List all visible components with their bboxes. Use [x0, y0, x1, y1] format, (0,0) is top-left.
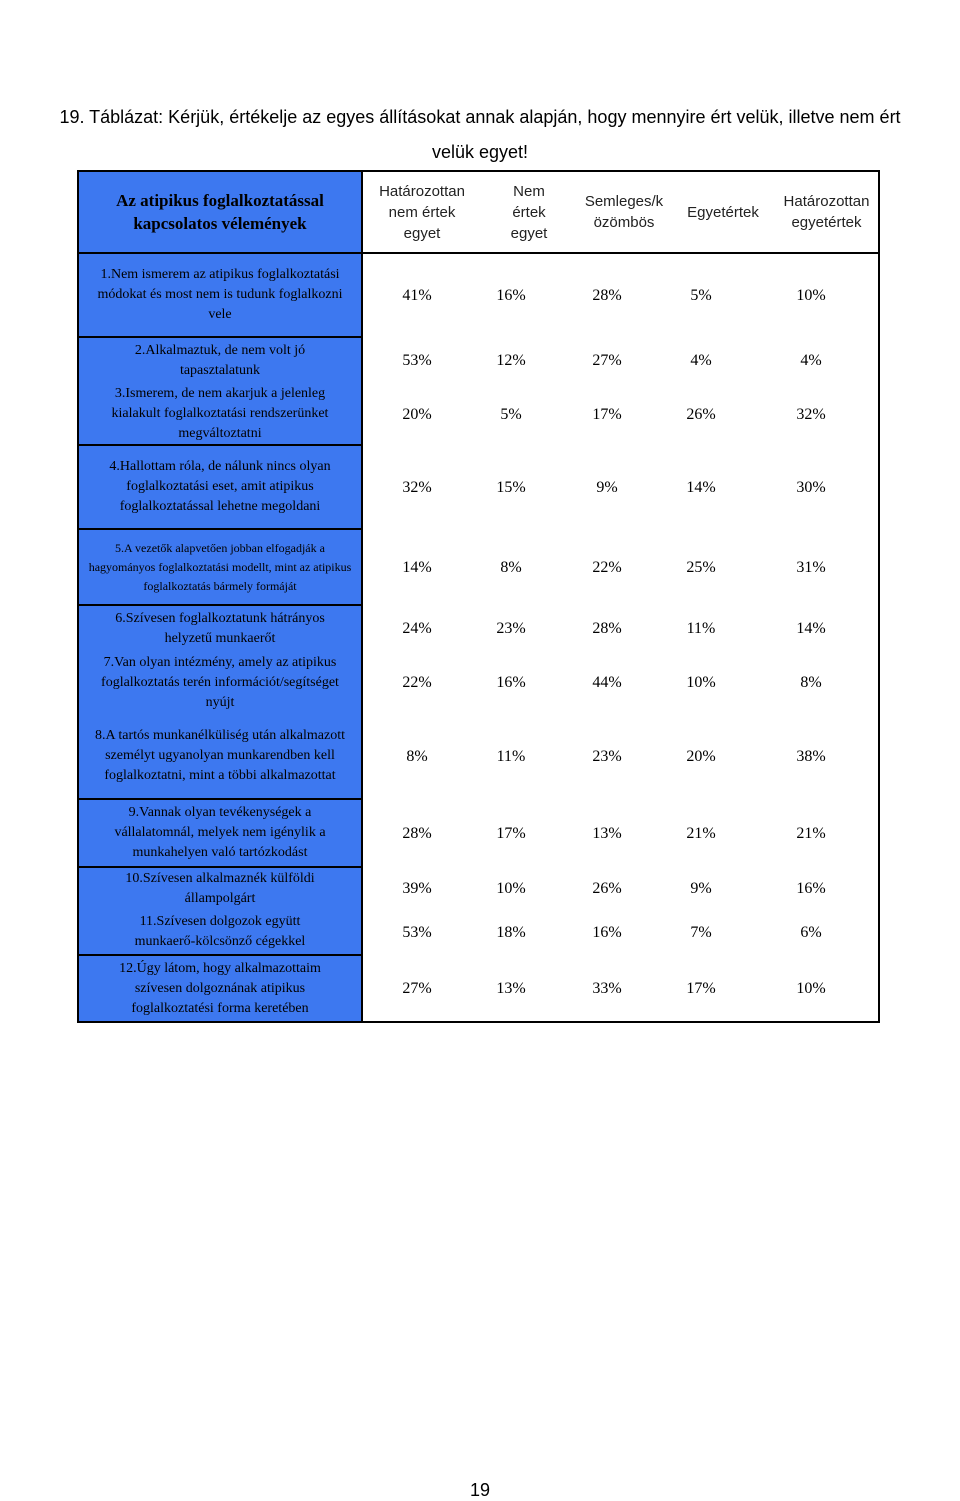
percentage-cell: 26%	[592, 880, 622, 897]
caption-line-2: velük egyet!	[431, 142, 529, 162]
percentage-cell: 28%	[592, 620, 622, 637]
table-row	[363, 956, 878, 1021]
statement-label: 11.Szívesen dolgozok együtt munkaerő-kölcsönző cégekkel	[79, 910, 361, 956]
percentage-cell: 30%	[796, 479, 826, 496]
percentage-cell: 11%	[496, 748, 526, 765]
percentage-cell: 6%	[800, 924, 822, 941]
percentage-cell: 23%	[496, 620, 526, 637]
percentage-cell: 11%	[686, 620, 716, 637]
percentage-cell: 20%	[402, 406, 432, 423]
percentage-cell: 15%	[496, 479, 526, 496]
percentage-cell: 32%	[796, 406, 826, 423]
percentage-cell: 10%	[496, 880, 526, 897]
percentage-cell: 4%	[800, 352, 822, 369]
percentage-cell: 32%	[402, 479, 432, 496]
percentage-cell: 10%	[796, 287, 826, 304]
percentage-cell: 44%	[592, 674, 622, 691]
percentage-cell: 21%	[686, 825, 716, 842]
percentage-cell: 39%	[402, 880, 432, 897]
statement-label: 9.Vannak olyan tevékenységek a vállalatomnál, melyek nem igénylik a munkahelyen való tartózkodást	[79, 800, 361, 868]
percentage-cell: 17%	[592, 406, 622, 423]
percentage-cell: 12%	[496, 352, 526, 369]
percentage-cell: 16%	[496, 674, 526, 691]
percentage-cell: 13%	[496, 979, 526, 997]
statement-label: 5.A vezetők alapvetően jobban elfogadják a hagyományos foglalkoztatási modellt, mint az atipikus foglalkoztatás bármely formáját	[79, 530, 361, 606]
page-number: 19	[469, 1480, 491, 1500]
percentage-cell: 28%	[592, 287, 622, 304]
percentage-cell: 25%	[686, 559, 716, 576]
column-header: Semleges/közömbös	[584, 193, 664, 231]
table-row	[363, 338, 878, 384]
percentage-cell: 10%	[796, 979, 826, 997]
table-row	[363, 384, 878, 446]
percentage-cell: 41%	[402, 287, 432, 304]
percentage-cell: 18%	[496, 924, 526, 941]
percentage-cell: 27%	[592, 352, 622, 369]
percentage-cell: 31%	[796, 559, 826, 576]
percentage-cell: 5%	[500, 406, 522, 423]
percentage-cell: 22%	[402, 674, 432, 691]
percentage-cell: 14%	[402, 559, 432, 576]
percentage-cell: 9%	[596, 479, 618, 496]
percentage-cell: 8%	[500, 559, 522, 576]
column-header: Nem értek egyet	[510, 182, 548, 242]
percentage-cell: 8%	[800, 674, 822, 691]
percentage-cell: 17%	[686, 979, 716, 997]
table-row	[363, 714, 878, 800]
statement-label: 12.Úgy látom, hogy alkalmazottaim szívesen dolgoznának atipikus foglalkoztatési forma keretében	[119, 960, 321, 1016]
table-row	[363, 254, 878, 338]
percentage-cell: 5%	[690, 287, 712, 304]
opinion-table	[77, 170, 880, 1023]
statement-label: 7.Van olyan intézmény, amely az atipikus foglalkoztatás terén információt/segítséget nyújt	[101, 655, 339, 710]
percentage-cell: 17%	[496, 825, 526, 842]
statement-label: 4.Hallottam róla, de nálunk nincs olyan foglalkoztatási eset, amit atipikus foglalkoztatással lehetne megoldani	[79, 446, 361, 530]
percentage-cell: 21%	[796, 825, 826, 842]
statement-label: 10.Szívesen alkalmaznék külföldi állampolgárt	[125, 871, 315, 906]
table-row	[363, 800, 878, 868]
answer-header-row	[363, 172, 878, 254]
statement-label: 1.Nem ismerem az atipikus foglalkoztatási módokat és most nem is tudunk foglalkozni vele	[79, 254, 361, 338]
statement-label: 2.Alkalmaztuk, de nem volt jó tapasztalatunk	[134, 343, 306, 378]
percentage-cell: 26%	[686, 406, 716, 423]
percentage-cell: 23%	[592, 748, 622, 765]
table-row	[363, 910, 878, 956]
percentage-cell: 16%	[496, 287, 526, 304]
table-row	[363, 606, 878, 652]
percentage-cell: 9%	[690, 880, 712, 897]
percentage-cell: 27%	[402, 979, 432, 997]
percentage-cell: 53%	[402, 352, 432, 369]
percentage-cell: 24%	[402, 620, 432, 637]
column-header: Egyetértek	[687, 203, 759, 221]
statement-label: 8.A tartós munkanélküliség után alkalmazott személyt ugyanolyan munkarendben kell foglalkoztatni, mint a többi alkalmazottat	[79, 714, 361, 800]
percentage-cell: 14%	[686, 479, 716, 496]
table-row	[363, 446, 878, 530]
statement-label: 3.Ismerem, de nem akarjuk a jelenleg kialakult foglalkoztatási rendszerünket megváltoztatni	[79, 384, 361, 446]
percentage-cell: 13%	[592, 825, 622, 842]
percentage-cell: 14%	[796, 620, 826, 637]
percentage-cell: 4%	[690, 352, 712, 369]
percentage-cell: 20%	[686, 748, 716, 765]
percentage-cell: 16%	[796, 880, 826, 897]
column-header: Határozottan nem értek egyet	[379, 182, 465, 242]
percentage-cell: 38%	[796, 748, 826, 765]
table-row	[363, 530, 878, 606]
table-row	[363, 868, 878, 910]
column-header: Határozottan egyetértek	[783, 193, 870, 231]
table-caption	[10, 100, 950, 170]
percentage-cell: 22%	[592, 559, 622, 576]
percentage-cell: 7%	[690, 924, 712, 941]
percentage-cell: 10%	[686, 674, 716, 691]
caption-line-1: 19. Táblázat: Kérjük, értékelje az egyes állításokat annak alapján, hogy mennyire ért velük, illetve nem ért	[59, 107, 901, 127]
percentage-cell: 28%	[402, 825, 432, 842]
statement-header: Az atipikus foglalkoztatással kapcsolatos vélemények	[79, 172, 361, 254]
percentage-cell: 53%	[402, 924, 432, 941]
percentage-cell: 33%	[592, 979, 622, 997]
table-row	[363, 652, 878, 714]
statement-label: 6.Szívesen foglalkoztatunk hátrányos helyzetű munkaerőt	[115, 611, 325, 646]
percentage-cell: 16%	[592, 924, 622, 941]
percentage-cell: 8%	[406, 748, 428, 765]
